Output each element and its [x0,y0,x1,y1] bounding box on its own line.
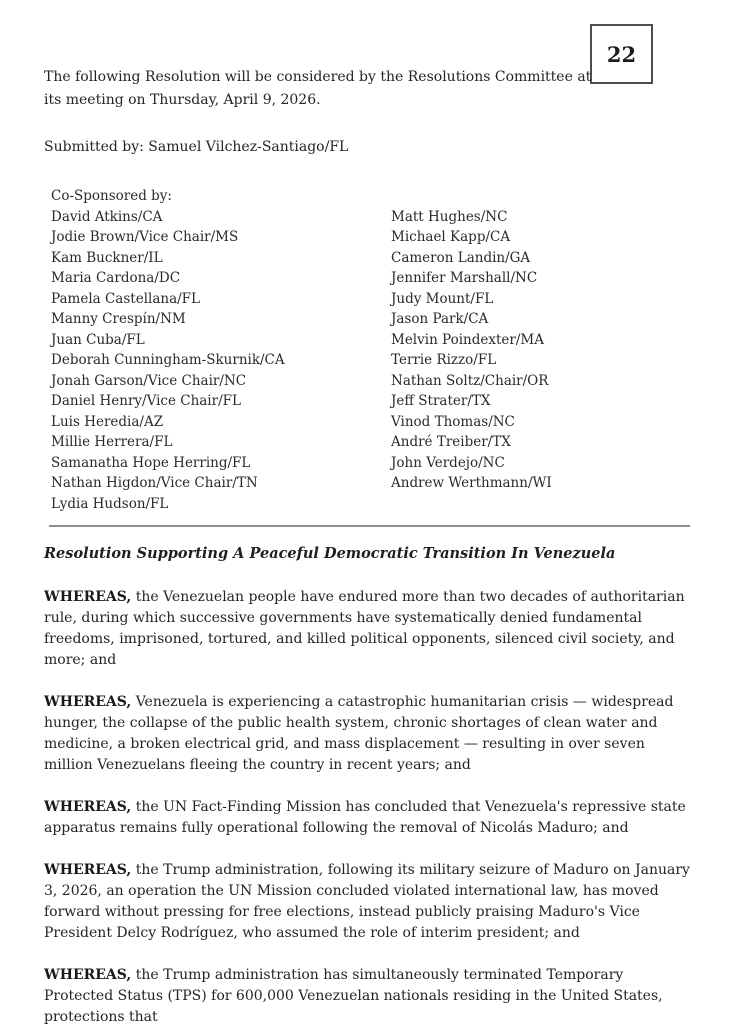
intro-line-2: its meeting on Thursday, April 9, 2026. [44,92,321,108]
submitted-by-line: Submitted by: Samuel Vilchez-Santiago/FL [44,139,349,155]
whereas-clause: WHEREAS, the Venezuelan people have endured more than two decades of authoritarian rule, during which successive governments have systematically denied fundamental freedoms, imprisoned, tortured, and killed political opponents, silenced civil society, and more; and [44,589,685,668]
cosponsor-name: Manny Crespín/NM [51,311,186,327]
cosponsor-name: Matt Hughes/NC [391,208,508,225]
cosponsor-name: Nathan Higdon/Vice Chair/TN [51,475,258,491]
cosponsor-name: John Verdejo/NC [391,454,505,471]
cosponsor-name: Vinod Thomas/NC [391,413,515,430]
cosponsor-name: André Treiber/TX [391,434,511,450]
cosponsor-name: Luis Heredia/AZ [51,413,164,430]
cosponsor-name: Melvin Poindexter/MA [391,331,544,348]
cosponsor-name: Andrew Werthmann/WI [391,475,552,491]
intro-line-1: The following Resolution will be considered by the Resolutions Committee at [44,69,592,85]
cosponsor-name: Michael Kapp/CA [391,229,511,245]
cosponsor-name: Jodie Brown/Vice Chair/MS [51,229,239,245]
resolution-title: Resolution Supporting A Peaceful Democratic Transition In Venezuela [44,545,616,562]
cosponsor-name: Cameron Landin/GA [391,249,531,266]
cosponsor-name: Jeff Strater/TX [391,393,491,409]
whereas-clauses [44,587,694,1024]
cosponsors-columns [44,207,694,515]
whereas-clause: WHEREAS, Venezuela is experiencing a catastrophic humanitarian crisis — widespread hunger, the collapse of the public health system, chronic shortages of clean water and medicine, a broken electrical grid, and mass displacement — resulting in over seven million Venezuelans fleeing the country in recent years; and [44,694,674,773]
cosponsor-name: Daniel Henry/Vice Chair/FL [51,393,241,409]
whereas-clause: WHEREAS, the Trump administration has simultaneously terminated Temporary Protected Status (TPS) for 600,000 Venezuelan nationals residing in the United States, protections that [44,967,663,1024]
page-number: 22 [606,41,637,67]
cosponsor-name: Maria Cardona/DC [51,270,181,286]
cosponsors-section [44,186,694,514]
cosponsor-name: Nathan Soltz/Chair/OR [391,372,549,389]
cosponsors-column-left [44,207,391,515]
cosponsor-name: Juan Cuba/FL [51,331,145,348]
cosponsor-name: Samanatha Hope Herring/FL [51,454,251,471]
whereas-lead: WHEREAS, [44,694,132,710]
cosponsor-name: Deborah Cunningham-Skurnik/CA [51,352,285,368]
cosponsor-name: Jason Park/CA [391,311,489,327]
cosponsors-column-right [391,207,687,515]
whereas-clause: WHEREAS, the Trump administration, following its military seizure of Maduro on January 3, 2026, an operation the UN Mission concluded violated international law, has moved forward without pressing for free elections, instead publicly praising Maduro's Vice President Delcy Rodríguez, who assumed the role of interim president; and [44,862,690,941]
whereas-lead: WHEREAS, [44,589,132,605]
cosponsor-name: Judy Mount/FL [391,290,494,307]
cosponsor-name: David Atkins/CA [51,208,163,225]
cosponsor-name: Jennifer Marshall/NC [391,270,538,286]
whereas-lead: WHEREAS, [44,862,132,878]
cosponsor-name: Kam Buckner/IL [51,249,163,266]
intro-paragraph [44,66,694,112]
document-content [44,66,694,1024]
section-divider [49,525,690,527]
whereas-lead: WHEREAS, [44,967,132,983]
cosponsor-name: Terrie Rizzo/FL [391,352,497,368]
cosponsor-name: Millie Herrera/FL [51,434,173,450]
cosponsor-name: Jonah Garson/Vice Chair/NC [51,372,247,389]
cosponsor-name: Pamela Castellana/FL [51,290,201,307]
cosponsors-heading: Co-Sponsored by: [51,188,172,204]
cosponsor-name: Lydia Hudson/FL [51,495,169,512]
whereas-clause: WHEREAS, the UN Fact-Finding Mission has concluded that Venezuela's repressive state apparatus remains fully operational following the removal of Nicolás Maduro; and [44,799,686,836]
whereas-lead: WHEREAS, [44,799,132,815]
